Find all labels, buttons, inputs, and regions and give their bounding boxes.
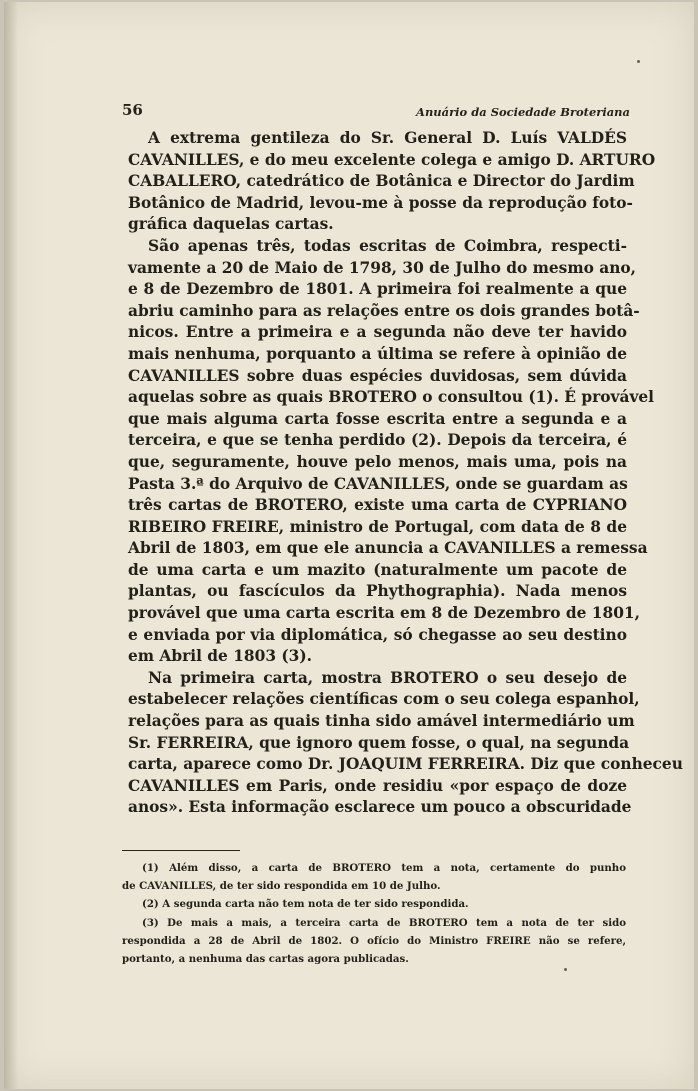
footnote-line: portanto, a nenhuma das cartas agora publicadas. [122,952,409,965]
paper-speck [564,968,567,971]
footnote-line: (3) De mais a mais, a terceira carta de BROTERO tem a nota de ter sido [142,916,626,929]
text-line: CAVANILLES em Paris, onde residiu «por espaço de doze [128,776,627,795]
text-line: carta, aparece como Dr. JOAQUIM FERREIRA. Diz que conheceu [128,755,683,774]
text-line: de uma carta e um mazito (naturalmente um pacote de [128,560,627,579]
text-line: plantas, ou fascículos da Phythographia). Nada menos [128,582,627,601]
text-line: em Abril de 1803 (3). [128,647,313,666]
paper-speck [637,60,640,63]
text-line: três cartas de BROTERO, existe uma carta de CYPRIANO [128,496,627,515]
text-line: CAVANILLES, e do meu excelente colega e amigo D. ARTURO [128,150,656,169]
footnote-line: (2) A segunda carta não tem nota de ter sido respondida. [142,898,469,911]
text-line: Pasta 3.ª do Arquivo de CAVANILLES, onde se guardam as [128,474,628,493]
footnote-line: de CAVANILLES, de ter sido respondida em 10 de Julho. [122,880,441,893]
text-line: anos». Esta informação esclarece um pouco a obscuridade [128,798,632,817]
footnote-line: (1) Além disso, a carta de BROTERO tem a nota, certamente do punho [142,862,626,874]
text-line: terceira, e que se tenha perdido (2). Depois da terceira, é [128,431,627,450]
text-line: Sr. FERREIRA, que ignoro quem fosse, o qual, na segunda [128,733,630,752]
text-line: estabelecer relações científicas com o seu colega espanhol, [128,690,640,709]
text-line: Abril de 1803, em que ele anuncia a CAVANILLES a remessa [128,539,648,558]
text-line: CAVANILLES sobre duas espécies duvidosas, sem dúvida [128,366,627,385]
text-line: RIBEIRO FREIRE, ministro de Portugal, com data de 8 de [128,517,627,536]
page-number: 56 [122,101,143,119]
text-line: nicos. Entre a primeira e a segunda não deve ter havido [128,323,627,342]
text-line: que mais alguma carta fosse escrita entre a segunda e a [128,409,627,428]
footnote-rule [122,850,240,851]
text-line: gráfica daquelas cartas. [128,215,334,234]
page-header [122,101,630,121]
text-line: e enviada por via diplomática, só chegasse ao seu destino [128,625,627,644]
text-line: CABALLERO, catedrático de Botânica e Director do Jardim [128,172,635,191]
text-line: Na primeira carta, mostra BROTERO o seu desejo de [148,668,627,687]
text-line: e 8 de Dezembro de 1801. A primeira foi realmente a que [128,280,627,299]
text-line: Botânico de Madrid, levou-me à posse da reprodução foto- [128,193,633,212]
text-line: provável que uma carta escrita em 8 de Dezembro de 1801, [128,604,640,623]
text-line: vamente a 20 de Maio de 1798, 30 de Julho do mesmo ano, [128,258,637,277]
text-line: abriu caminho para as relações entre os dois grandes botâ- [128,301,640,320]
binding-shadow [4,2,18,1089]
text-line: mais nenhuma, porquanto a última se refere à opinião de [128,344,627,363]
body-text [128,128,683,819]
running-head: Anuário da Sociedade Broteriana [416,105,630,119]
footnote-line: respondida a 28 de Abril de 1802. O ofício do Ministro FREIRE não se refere, [122,934,626,947]
text-line: que, seguramente, houve pelo menos, mais uma, pois na [128,452,627,471]
text-line: A extrema gentileza do Sr. General D. Luís VALDÉS [148,129,627,147]
footnotes [122,859,626,968]
text-line: aquelas sobre as quais BROTERO o consultou (1). É provável [128,388,655,407]
text-line: São apenas três, todas escritas de Coimbra, respecti- [148,236,627,255]
text-line: relações para as quais tinha sido amável intermediário um [128,712,635,731]
